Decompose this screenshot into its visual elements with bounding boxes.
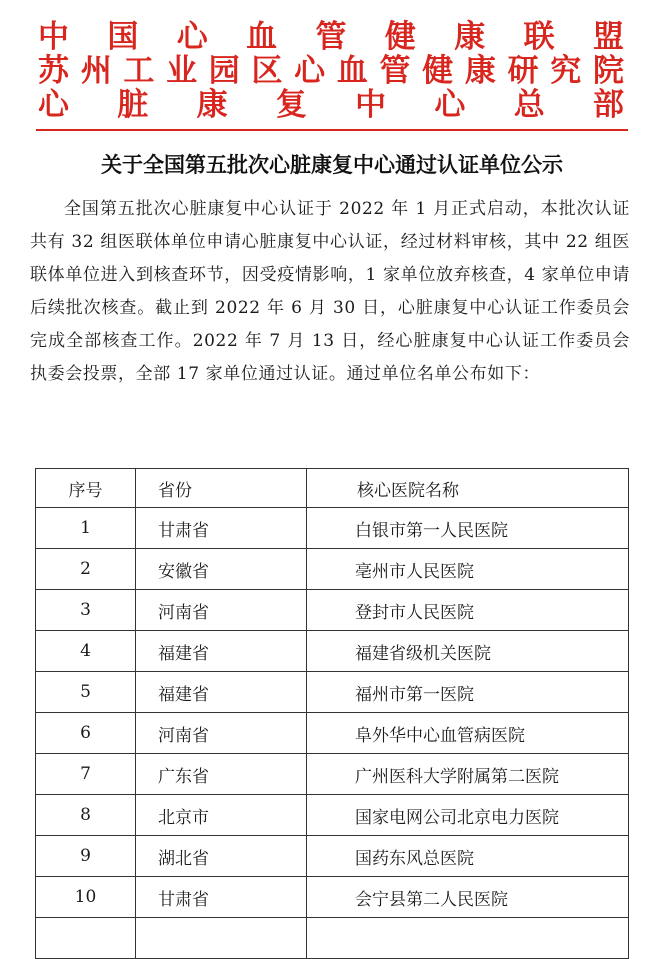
- cell-province: 甘肃省: [136, 877, 307, 918]
- table-row: [36, 877, 629, 918]
- cell-hospital: 国家电网公司北京电力医院: [307, 795, 629, 836]
- letterhead-char: 心: [434, 87, 466, 123]
- header-province: 省份: [136, 469, 307, 508]
- letterhead-char: 中: [38, 19, 69, 55]
- letterhead-char: 复: [275, 87, 307, 123]
- letterhead-line-1: [38, 18, 624, 55]
- cell-hospital: 白银市第一人民医院: [307, 508, 629, 549]
- cell-province: 安徽省: [136, 549, 307, 590]
- cell-no: 8: [36, 795, 136, 836]
- cell-no: 5: [36, 672, 136, 713]
- letterhead-divider: [36, 129, 628, 131]
- cell-province: 湖北省: [136, 836, 307, 877]
- table-row: [36, 549, 629, 590]
- cell-hospital: 登封市人民医院: [307, 590, 629, 631]
- letterhead-char: 总: [513, 87, 545, 123]
- letterhead-char: 苏: [38, 53, 69, 89]
- cell-no: [36, 918, 136, 959]
- header-hospital: 核心医院名称: [307, 469, 629, 508]
- cell-hospital: 阜外华中心血管病医院: [307, 713, 629, 754]
- body-paragraph: 全国第五批次心脏康复中心认证于 2022 年 1 月正式启动，本批次认证共有 32 组医联体单位申请心脏康复中心认证，经过材料审核，其中 22 组医联体单位进入到核查环节，因受疫情影响，1 家单位放弃核查，4 家单位申请后续批次核查。截止到 2022 年 6 月 30 日，心脏康复中心认证工作委员会完成全部核查工作。2022 年 7 月 13 日，经心脏康复中心认证工作委员会执委会投票，全部 17 家单位通过认证。通过单位名单公布如下：: [30, 199, 630, 384]
- cell-province: [136, 918, 307, 959]
- letterhead-char: 部: [592, 87, 624, 123]
- letterhead-char: 康: [464, 53, 496, 89]
- table-row: [36, 631, 629, 672]
- header-no: 序号: [36, 469, 136, 508]
- cell-hospital: 国药东风总医院: [307, 836, 629, 877]
- letterhead-char: 康: [454, 19, 486, 55]
- letterhead-char: 究: [550, 53, 582, 89]
- cell-hospital: 福州市第一医院: [307, 672, 629, 713]
- cell-no: 3: [36, 590, 136, 631]
- letterhead-char: 州: [80, 53, 112, 89]
- cell-no: 9: [36, 836, 136, 877]
- cell-province: 河南省: [136, 590, 307, 631]
- letterhead-char: 健: [422, 53, 454, 89]
- cell-province: 广东省: [136, 754, 307, 795]
- letterhead-char: 园: [208, 53, 240, 89]
- letterhead-char: 健: [384, 19, 416, 55]
- cell-hospital: 福建省级机关医院: [307, 631, 629, 672]
- letterhead-char: 院: [592, 53, 624, 89]
- cell-no: 7: [36, 754, 136, 795]
- letterhead-char: 中: [355, 87, 387, 123]
- cell-hospital: 广州医科大学附属第二医院: [307, 754, 629, 795]
- table-row: [36, 713, 629, 754]
- table-row: [36, 590, 629, 631]
- cell-no: 4: [36, 631, 136, 672]
- cell-hospital: 亳州市人民医院: [307, 549, 629, 590]
- letterhead-char: 联: [523, 19, 555, 55]
- letterhead-char: 盟: [593, 19, 624, 55]
- letterhead-char: 脏: [117, 87, 149, 123]
- letterhead-line-3: [38, 86, 624, 123]
- letterhead-char: 管: [379, 53, 411, 89]
- certified-units-table: [35, 468, 629, 959]
- table-row: [36, 508, 629, 549]
- cell-no: 6: [36, 713, 136, 754]
- letterhead-char: 血: [246, 19, 278, 55]
- table-row: [36, 754, 629, 795]
- letterhead-char: 心: [294, 53, 326, 89]
- letterhead-char: 血: [336, 53, 368, 89]
- cell-province: 福建省: [136, 672, 307, 713]
- cell-hospital: 会宁县第二人民医院: [307, 877, 629, 918]
- document-title: 关于全国第五批次心脏康复中心通过认证单位公示: [101, 153, 563, 177]
- table-row: [36, 918, 629, 959]
- cell-no: 1: [36, 508, 136, 549]
- cell-no: 2: [36, 549, 136, 590]
- table-header-row: [36, 469, 629, 508]
- cell-province: 福建省: [136, 631, 307, 672]
- letterhead-char: 业: [166, 53, 198, 89]
- letterhead-char: 管: [315, 19, 347, 55]
- cell-province: 甘肃省: [136, 508, 307, 549]
- letterhead: [38, 18, 624, 123]
- table-row: [36, 672, 629, 713]
- letterhead-char: 心: [176, 19, 208, 55]
- letterhead-char: 康: [196, 87, 228, 123]
- letterhead-char: 研: [507, 53, 539, 89]
- cell-province: 北京市: [136, 795, 307, 836]
- letterhead-char: 心: [38, 87, 69, 123]
- letterhead-char: 工: [123, 53, 155, 89]
- letterhead-line-2: [38, 52, 624, 89]
- cell-no: 10: [36, 877, 136, 918]
- cell-hospital: [307, 918, 629, 959]
- table-row: [36, 795, 629, 836]
- letterhead-char: 区: [251, 53, 283, 89]
- cell-province: 河南省: [136, 713, 307, 754]
- table-row: [36, 836, 629, 877]
- letterhead-char: 国: [107, 19, 139, 55]
